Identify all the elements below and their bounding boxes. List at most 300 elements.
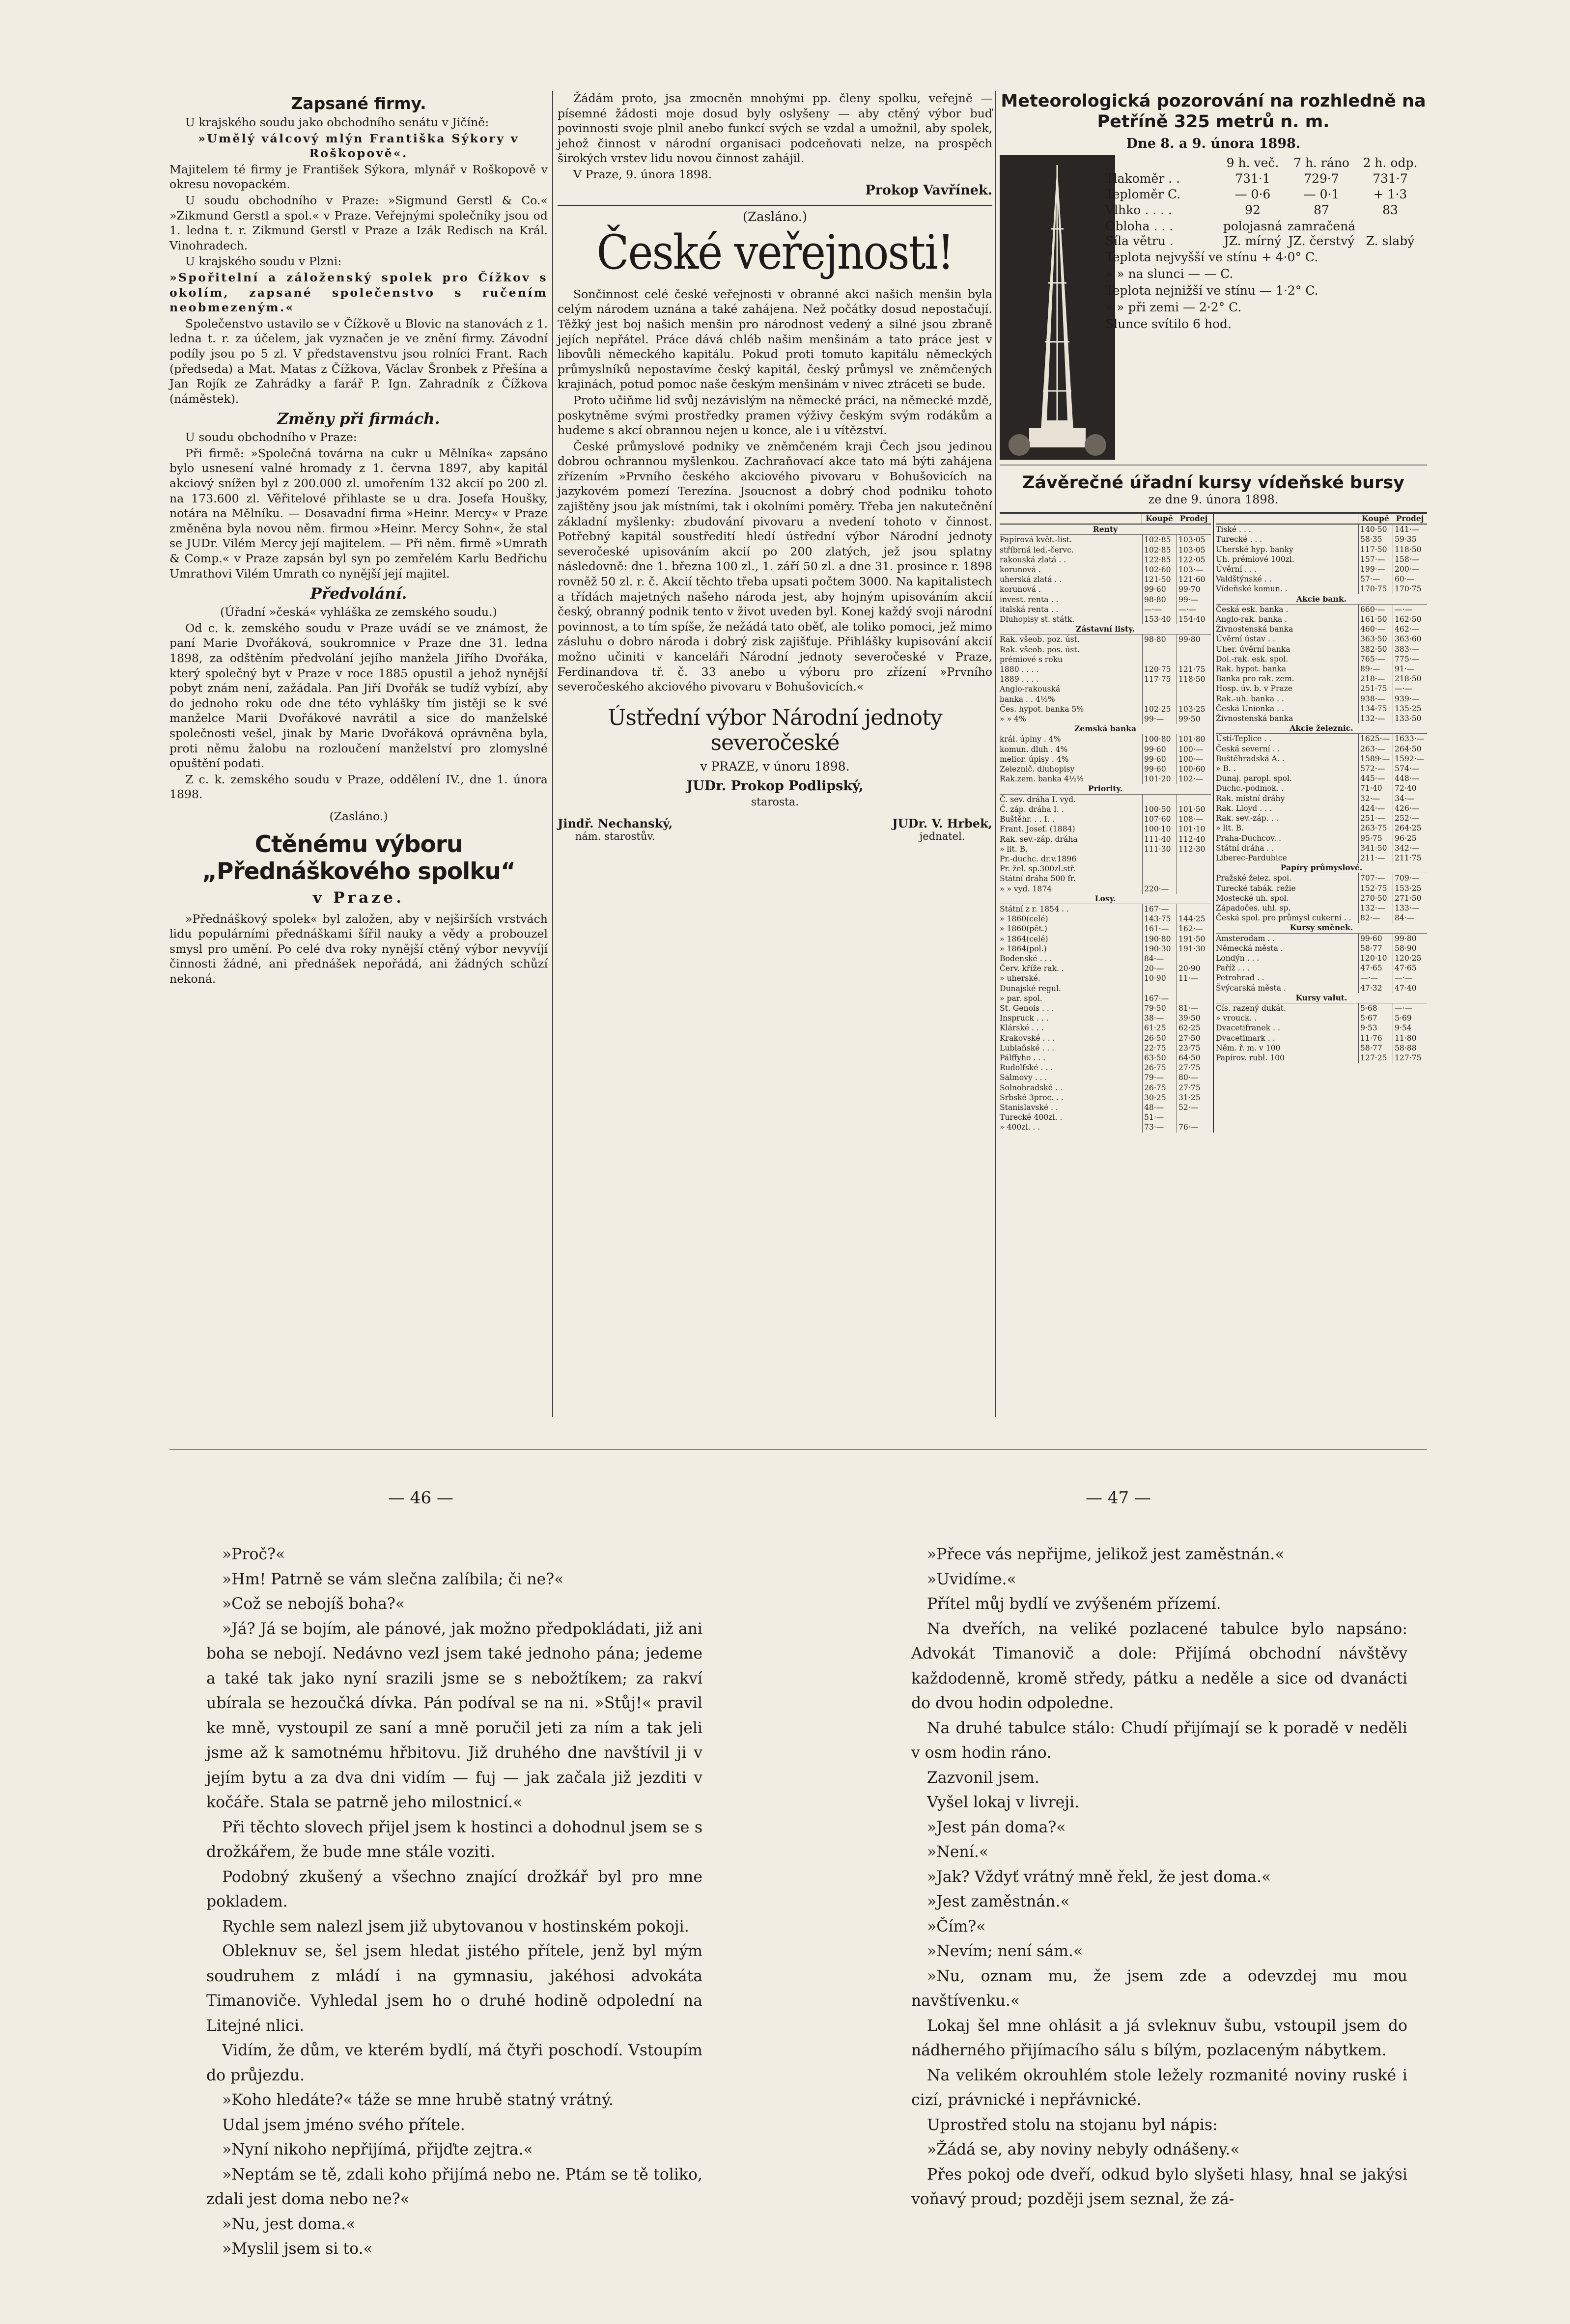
sell-price: 60·— [1393,574,1427,584]
paragraph: Proto učiňme lid svůj nezávislým na německé práci, na německé mzdě, poskytněme svými prostředky pramen výživy českým svým rodákům a hudeme s akcí obrannou nejen u konce, ale i u vítězství. [558,393,992,438]
security-name: Turecké 400zl. . [1000,1113,1063,1122]
sell-price: 102·— [1177,774,1211,784]
cell: — 0·1 [1303,187,1340,201]
table-row [1000,595,1211,605]
sell-price: 47·40 [1393,983,1427,993]
dateline: V Praze, 9. února 1898. [573,167,712,181]
table-row [1000,545,1211,555]
table-row [1216,823,1427,833]
buy-price [1142,694,1177,704]
sell-price: 76·— [1177,1122,1211,1132]
buy-price [1142,795,1177,804]
story-paragraph: Udal jsem jméno svého přítele. [222,2116,465,2134]
signature-chair: JUDr. Prokop Podlipský, [686,778,864,794]
security-name: Banka pro rak. zem. [1216,674,1294,684]
buy-price: 99·60 [1142,745,1177,754]
table-row [1216,873,1427,883]
cell: 729·7 [1304,171,1339,186]
sell-price: 135·25 [1393,704,1427,714]
security-name: » 1860(celé) [1000,914,1048,924]
buy-price: 251·75 [1358,684,1393,693]
security-name: Česká severní . . [1216,744,1280,753]
temperature-line: Teplota nejnižší ve stínu — 1·2° C. [1105,283,1318,298]
table-row [1000,973,1211,983]
firm-name: »Spořitelní a záloženský spolek pro Čížkov s okolím, zapsané společenstvo s ručením neobmezeným.« [169,270,548,315]
buy-price: 263·— [1358,744,1393,754]
weather-table [1105,155,1430,333]
table-row [1216,903,1427,913]
sell-price: 96·25 [1393,833,1427,843]
zaslano-label: (Zasláno.) [742,210,808,225]
table-row [1000,575,1211,584]
sell-price: 20·90 [1177,964,1211,973]
sell-price: 103·05 [1177,545,1211,555]
security-name: » uherské. [1000,974,1040,983]
table-row [1216,734,1427,744]
security-name: Solnohradské . . [1000,1083,1063,1092]
table-row [1000,904,1211,914]
story-paragraph: »Jak? Vždyť vrátný mně řekl, že jest doma.« [927,1868,1271,1886]
sell-price [1177,694,1211,704]
paragraph: U krajského soudu jako obchodního senátu v Jičíně: [185,115,489,129]
security-name: Ústí-Teplice . . [1216,734,1272,744]
buy-price: 51·— [1142,1112,1177,1122]
table-row [1216,1043,1427,1053]
table-row [1216,1003,1427,1013]
buy-price: 26·50 [1142,1033,1177,1043]
buy-price: 101·20 [1142,774,1177,784]
buy-price: 100·50 [1142,804,1177,814]
story-paragraph: Podobný zkušený a všechno znající drožkář byl pro mne pokladem. [206,1868,702,1910]
table-row [1216,605,1427,614]
sell-price: 162·— [1177,924,1211,934]
heading-summons: Předvolání. [310,585,407,603]
table-section-heading: Zemská banka [1000,724,1211,734]
table-row [1216,963,1427,973]
row-label: Obloha . . . [1105,219,1174,233]
security-name: král. úplny . 4% [1000,735,1061,744]
table-row [1216,644,1427,654]
table-row [1216,1013,1427,1023]
exchange-table-right [1216,514,1427,1133]
buy-price: 134·75 [1358,704,1393,714]
security-name: Dunajské regul. [1000,984,1062,993]
buy-price: 153·40 [1142,614,1177,624]
story-paragraph: Přítel můj bydlí ve zvýšeném přízemí. [927,1595,1221,1613]
fold-line [169,1449,1427,1450]
buy-price: 111·40 [1142,834,1177,844]
story-paragraph: Při těchto slovech přijel jsem k hostinci a dohodnul jsem se s drožkářem, že bude mne stále voziti. [206,1818,702,1861]
paragraph: U soudu obchodního v Praze: [185,430,357,444]
security-name: italská renta . . [1000,605,1059,614]
sell-price: 103·05 [1177,535,1211,545]
divider [1000,465,1427,466]
sell-price [1177,854,1211,864]
sell-price: 99·50 [1177,714,1211,724]
sell-price: 162·50 [1393,614,1427,624]
security-name: Živnostenská banka [1216,625,1293,634]
paragraph: České průmyslové podniky ve zněmčeném kraji Čech jsou jedinou dobrou ochrannou myšlenkou. Zachraňovací akce tato má býti zahájena zřízením »Prvního českého akciového pivovaru v Bohušovicích na jazykovém pomezí Terezína. Jsoucnost a dobrý chod podniku tohoto zajištěny jsou jak místními, tak i okolními poměry. Třeba jen nakutečnění základní myšlenky: zbudování pivovaru a nvedení tohoto v činnost. Potřebný kapitál soustředití hledí ústřední výbor Národní jednoty severočeské upisováním akcií po 200 zlatých, jež jsou splatny následovně: dne 1. března 100 zl., 1. září 50 zl. a dne 31. prosince r. 1898 rovněž 50 zl. r. č. Akcií těchto třeba upsati počtem 3000. Na kapitalistech a třídách majetných našeho národa jest, aby hojným upisováním akcií český, obranný podnik tento v život uveden byl. Konej každý svoji národní povinnost, a to tím spíše, že nežádá tato oběť, ale toliko pomoci, jež mimo zásluhu o dobro národa i dobrý zisk zajišťuje. Přihlášky kupisování akcií možno učiniti v kanceláři Národní jednoty severočeské v Praze, Ferdinandova tř. č. 33 anebo u výboru pro zřízení »Prvního severočeského akciového pivovaru v Bohušovicích.« [558,439,992,694]
security-name: Petrohrad . . [1216,973,1264,983]
security-name: Dluhopisy st. státk. [1000,615,1075,624]
security-name: Německá města . [1216,943,1283,953]
buy-price: 1589·— [1358,754,1393,764]
buy-price: 48·— [1142,1103,1177,1112]
sell-price [1177,984,1211,994]
security-name: Buštěhr. . . I. . [1000,815,1055,824]
buy-price: 100·80 [1142,734,1177,744]
buy-price: —·— [1142,605,1177,614]
buy-price: 30·25 [1142,1093,1177,1103]
story-paragraph: Přes pokoj ode dveří, odkud bylo slyšeti hlasy, hnal se jakýsi voňavý proud; později jsem seznal, že zá- [911,2165,1407,2208]
buy-price: 170·75 [1358,584,1393,594]
signature: Prokop Vavřínek. [865,182,992,198]
table-row [1000,674,1211,684]
table-row [1000,1003,1211,1013]
sell-price: 52·— [1177,1103,1211,1112]
security-name: Pražské želez. spol. [1216,874,1292,883]
table-row [1000,655,1211,664]
buy-price: 61·25 [1142,1023,1177,1033]
story-paragraph: Na druhé tabulce stálo: Chudí přijímají se k poradě v neděli v osm hodin ráno. [911,1719,1407,1762]
story-paragraph: Na dveřích, na veliké pozlacené tabulce bylo napsáno: Advokát Timanovič a dole: Přijímá obchodní návštěvy každodenně, kromě středy, pátku a neděle a sice od dvanácti do dvou hodin odpoledne. [911,1620,1407,1712]
buy-price: 79·— [1142,1073,1177,1082]
story-paragraph: »Což se nebojíš boha?« [222,1595,405,1613]
security-name: Paříž . . . [1216,964,1250,973]
table-row [1000,565,1211,575]
sell-price: 112·30 [1177,844,1211,854]
sell-price: 64·50 [1177,1053,1211,1063]
sell-price: 103·25 [1177,704,1211,714]
table-row [1000,704,1211,714]
table-section-heading: Papíry průmyslové. [1216,863,1427,873]
security-name: rakouská zlatá . . [1000,555,1066,564]
sell-price: 264·25 [1393,823,1427,833]
paragraph: »Přednáškový spolek« byl založen, aby v nejširších vrstvách lidu populárními přednáškami šířil nauky a vědy a probouzel smysl pro umění. Po celé dva roky nynější ctěný výbor nevyvíjí činnosti žádné, ani přednášek nepořádá, ani žádných schůzí nekoná. [169,912,548,986]
signature-chair-role: starosta. [751,796,799,808]
table-row [1216,1033,1427,1043]
security-name: Červ. kříže rak. . [1000,964,1064,973]
buy-price: 152·75 [1358,884,1393,893]
buy-price: 572·— [1358,764,1393,774]
sell-price: 101·10 [1177,824,1211,834]
security-name: Tiské . . . [1216,525,1251,534]
buy-price: 9·53 [1358,1023,1393,1033]
buy-price: 22·75 [1142,1043,1177,1053]
security-name: korunová . [1000,585,1041,594]
table-row [1000,1103,1211,1112]
sell-price: 108·— [1177,814,1211,824]
security-name: Krakovské . . . [1000,1033,1055,1043]
table-row [1000,555,1211,565]
security-name: Amsterodam . . [1216,934,1275,943]
table-row [1000,814,1211,824]
story-paragraph: Lokaj šel mne ohlásit a já svleknuv šubu, vstoupil jsem do nádherného přijímacího sálu s bílým, pozlaceným nábytkem. [911,2017,1407,2059]
table-row [1216,634,1427,644]
story-paragraph: Obleknuv se, šel jsem hledat jistého přítele, jenž byl mým soudruhem z mládí i na gymnasiu, jakéhosi advokáta Timanoviče. Vyhledal jsem ho o druhé hodině odpolední na Litejné nlici. [206,1942,702,2035]
sell-price: 462·— [1393,624,1427,634]
cell: 83 [1382,203,1398,217]
buy-price: 117·50 [1358,545,1393,554]
cell: 87 [1314,203,1329,217]
security-name: Úvěrní . . . [1216,565,1257,574]
cell: polojasná [1223,219,1283,233]
sell-price: 34·— [1393,794,1427,803]
security-name: Buštěhradská A. . [1216,754,1285,763]
weather-block [1000,155,1427,460]
buy-price: 84·— [1142,954,1177,964]
security-name: Papírová květ.-list. [1000,535,1072,545]
buy-price: 102·85 [1142,545,1177,555]
weather-row [1105,220,1430,233]
sell-price: 448·— [1393,774,1427,783]
table-row [1000,854,1211,864]
table-row [1000,694,1211,704]
buy-price: 341·50 [1358,843,1393,853]
buy-price: 121·50 [1142,575,1177,584]
table-row [1000,645,1211,655]
story-paragraph: »Jest pán doma?« [927,1818,1066,1836]
table-row [1000,764,1211,774]
column-middle [558,91,992,842]
sell-price: 27·75 [1177,1063,1211,1073]
meteo-title: Meteorologická pozorování na rozhledně na Petříně 325 metrů n. m. [1001,91,1426,132]
buy-price [1142,854,1177,864]
table-row [1000,535,1211,545]
table-row [1216,554,1427,564]
buy-price: 218·— [1358,674,1393,684]
paragraph: Žádám proto, jsa zmocněn mnohými pp. členy spolku, veřejně — písemné žádosti moje dosud byly oslyšeny — aby ctěný výbor buď povinnosti svoje plnil anebo funkcí svých se vzdal a umožnil, aby spolek, jehož činnost v národní organisaci podceňovati nelze, na prospěch širokých vrstev lidu novou činnost zahájil. [558,91,992,166]
buy-price: 11·76 [1358,1033,1393,1043]
paragraph: Od c. k. zemského soudu v Praze uvádí se ve známost, že paní Marie Dvořáková, soukromnice v Praze dne 31. ledna 1898, za odštěním předvolání jejího manžela Jiřího Dvořáka, který společný byt v Praze v roce 1885 opustil a jehož nynější pobyt znám není, zažádala. Pan Jiří Dvořák se tudíž vybízí, aby do jednoho roku ode dne této vyhlášky tím jistěji se k své manželce Marii Dvořákové navrátil a sice do manželské společnosti vešel, jinak by Marie Dvořáková oprávněna byla, proti němu žalobu na rozloučení manželství pro zlomyslné opuštění podati. [169,621,548,771]
sell-price [1177,684,1211,694]
security-name: korunová . [1000,565,1041,575]
security-name: » 1864(celé) [1000,934,1048,943]
paragraph: Z c. k. zemského soudu v Praze, oddělení IV., dne 1. února 1898. [169,772,548,802]
security-name: Srbské 3proc. . . [1000,1093,1064,1102]
sell-price [1177,994,1211,1003]
story-right-page [911,1542,1407,2212]
table-row [1000,834,1211,844]
security-name: Rak. všeob. pos. úst. [1000,645,1080,654]
row-label: Teploměr C. [1105,187,1181,201]
security-name: Rak. hypot. banka [1216,664,1287,674]
table-section-heading: Zástavní listy. [1000,624,1211,635]
table-row [1000,684,1211,694]
buy-price: —·— [1358,973,1393,983]
table-row [1216,574,1427,584]
security-name: » B. . [1216,764,1236,774]
sell-price [1177,1112,1211,1122]
sell-price: 81·— [1177,1003,1211,1013]
sell-price: 100·60 [1177,764,1211,774]
security-name: Valdštýnské . . [1216,575,1272,584]
sell-price [1177,655,1211,664]
sell-price [1177,645,1211,655]
buy-price: 120·75 [1142,664,1177,674]
table-row [1216,664,1427,674]
sell-price: 363·60 [1393,634,1427,644]
subheading-prague: v Praze. [312,888,405,907]
story-paragraph: »Hm! Patrně se vám slečna zalíbila; či ne?« [222,1570,564,1588]
buy-price [1142,874,1177,884]
buy-price: 270·50 [1358,893,1393,903]
security-name: » vrouck. . [1216,1014,1257,1023]
cell: JZ. čerstvý [1288,234,1355,248]
column-left [169,91,548,988]
buy-price: 363·50 [1358,634,1393,644]
table-row [1000,934,1211,944]
zaslano-label: (Zasláno.) [329,809,388,823]
sell-price: 191·30 [1177,944,1211,954]
table-row [1216,714,1427,723]
story-paragraph: »Myslil jsem si to.« [222,2240,373,2258]
cell: Z. slabý [1366,234,1415,248]
paragraph: Při firmě: »Společná továrna na cukr u Mělníka« zapsáno bylo usnesení valné hromady z 1. června 1897, aby kapitál akciový snížen byl z 200.000 zl. umořením 132 akcií po 200 zl. na 173.600 zl. Věřitelové přihlaste se u dra. Josefa Houšky, notára na Mělníku. — Dosavadní firma »Heinr. Mercy« v Praze změněna byla novou něm. firmou »Heinr. Mercy Sohn«, že stal se JUDr. Vilém Mercy její majitelem. — Při něm. firmě »Umrath & Comp.« v Praze zapsán byl syn po zemřelém Karlu Bedřichu Umrathovi Vilém Umrath co nynější její majitel. [169,446,548,581]
security-name: Londýn . . . [1216,953,1260,963]
story-paragraph: »Nyní nikoho nepřijímá, přijďte zejtra.« [222,2141,533,2158]
sell-price: 170·75 [1393,584,1427,594]
table-header [1216,514,1427,525]
security-name: Hosp. úv. b. v Praze [1216,684,1293,693]
story-paragraph: »Uvidíme.« [927,1570,1016,1588]
security-name: Mostecké uh. spol. [1216,893,1289,903]
buy-price: 765·— [1358,654,1393,664]
table-row [1216,953,1427,963]
buy-price: 95·75 [1358,833,1393,843]
sell-price: 11·80 [1393,1033,1427,1043]
cell: 731·7 [1373,171,1408,186]
buy-price: 120·10 [1358,953,1393,963]
sell-price: 103·— [1177,565,1211,575]
cell: — 0·6 [1234,187,1271,201]
buy-price: 143·75 [1142,914,1177,924]
story-paragraph: »Nevím; není sám.« [927,1942,1083,1960]
sell-price: 574·— [1393,764,1427,774]
sell-price: 58·88 [1393,1043,1427,1053]
table-row [1216,744,1427,754]
table-row [1216,654,1427,664]
security-name: Uh. prémiové 100zl. [1216,554,1294,564]
story-paragraph: »Nu, jest doma.« [222,2215,356,2233]
buy-price: 5·67 [1358,1013,1393,1023]
table-row [1000,635,1211,644]
buy-price: 127·25 [1358,1053,1393,1063]
sell-price: 133·— [1393,903,1427,913]
security-name: prémiové s roku [1000,655,1063,664]
sell-price: 47·65 [1393,963,1427,973]
sell-price: 100·— [1177,745,1211,754]
sell-price: 80·— [1177,1073,1211,1082]
buy-price: 199·— [1358,564,1393,574]
sell-price: 218·50 [1393,674,1427,684]
buy-price: 79·50 [1142,1003,1177,1013]
table-row [1216,545,1427,554]
buy-price: 102·60 [1142,565,1177,575]
sell-price [1177,874,1211,884]
signature-left: Jindř. Nechanský, [558,816,673,830]
table-row [1216,794,1427,803]
security-name: Turecké tabák. režie [1216,884,1296,893]
column-right [1000,91,1427,1133]
table-row [1000,1093,1211,1103]
heading-registered-firms: Zapsané firmy. [291,94,426,113]
table-row [1216,1023,1427,1033]
security-name: Uher. úvěrní banka [1216,644,1290,654]
sell-price: —·— [1393,684,1427,693]
sell-price: 99·80 [1177,635,1211,644]
table-row [1000,944,1211,954]
sell-price: 99·70 [1177,584,1211,594]
buy-price: 707·— [1358,873,1393,883]
table-row [1000,614,1211,624]
story-paragraph: »Žádá se, aby noviny nebyly odnášeny.« [927,2141,1240,2158]
buy-price: 161·50 [1358,614,1393,624]
story-paragraph: Na velikém okrouhlém stole ležely rozmanité noviny ruské i cizí, právnické i nepřávnické. [911,2066,1407,2109]
buy-price: 99·60 [1142,584,1177,594]
table-row [1000,714,1211,724]
security-name: St. Genois . . . [1000,1003,1054,1013]
security-name: Živnostenská banka [1216,714,1293,723]
row-label: Vlhko . . . . [1105,203,1172,217]
sell-price: 154·40 [1177,614,1211,624]
buy-price: 82·— [1358,913,1393,923]
security-name: » lit. B. [1216,824,1244,833]
table-header [1000,514,1211,525]
table-row [1000,1063,1211,1073]
paragraph: Sončinnost celé české veřejnosti v obranné akci našich menšin byla celým národem uznána a také zahájena. Než počátky dosud nepostačují. Těžký jest boj našich menšin pro národnost vedený a silné jsou zbraně jejích nepřátel. Práce dává chléb našim menšinám a tato práce jest v libovůli německého kapitálu. Pokud proti tomuto kapitálu německých průmyslníků nepostavíme český kapitál, český průmysl ve zněmčených krajinách, potud pomoc naše českým menšinám v nivec ztráceti se bude. [558,287,992,391]
table-section-heading: Kursy směnek. [1216,923,1427,933]
table-row [1216,803,1427,813]
security-name: Rak. místní dráhy [1216,794,1285,803]
buy-price: 47·65 [1358,963,1393,973]
table-row [1000,804,1211,814]
security-name: Inspruck . . . [1000,1014,1049,1023]
table-row [1000,1023,1211,1033]
table-row [1216,754,1427,764]
sell-price: 121·60 [1177,575,1211,584]
divider [558,205,992,206]
story-left-page [206,1542,702,2262]
signature-row [558,816,992,842]
buy-price: 107·60 [1142,814,1177,824]
security-name: 1880 . . . . [1000,665,1039,674]
buy-price: 132·— [1358,903,1393,913]
security-name: melior. úpisy . 4% [1000,754,1069,764]
security-name: Dvacetimark . . [1216,1033,1275,1043]
table-row [1216,943,1427,953]
story-paragraph: »Neptám se tě, zdali koho přijímá nebo ne. Ptám se tě toliko, zdali jest doma nebo ne?« [206,2165,702,2208]
story-paragraph: »Přece vás nepřijme, jelikož jest zaměstnán.« [927,1546,1285,1563]
sell-price: 144·25 [1177,914,1211,924]
buy-price: 38·— [1142,1013,1177,1023]
sell-price: 23·75 [1177,1043,1211,1053]
header-buy: Koupě [1146,514,1173,523]
table-row [1000,1122,1211,1132]
table-section-heading: Kursy valut. [1216,993,1427,1003]
buy-price: 99·60 [1358,934,1393,943]
table-row [1216,843,1427,853]
buy-price: 211·— [1358,853,1393,863]
buy-price: 98·80 [1142,635,1177,644]
sell-price: 100·— [1177,754,1211,764]
security-name: Rak.-uh. banka . . [1216,694,1284,703]
sell-price: 133·50 [1393,714,1427,723]
security-name: Anglo-rak. banka . [1216,615,1288,624]
heading-firm-changes: Změny při firmách. [277,410,440,428]
time-column: 2 h. odp. [1363,156,1418,170]
sell-price: 118·50 [1177,674,1211,684]
